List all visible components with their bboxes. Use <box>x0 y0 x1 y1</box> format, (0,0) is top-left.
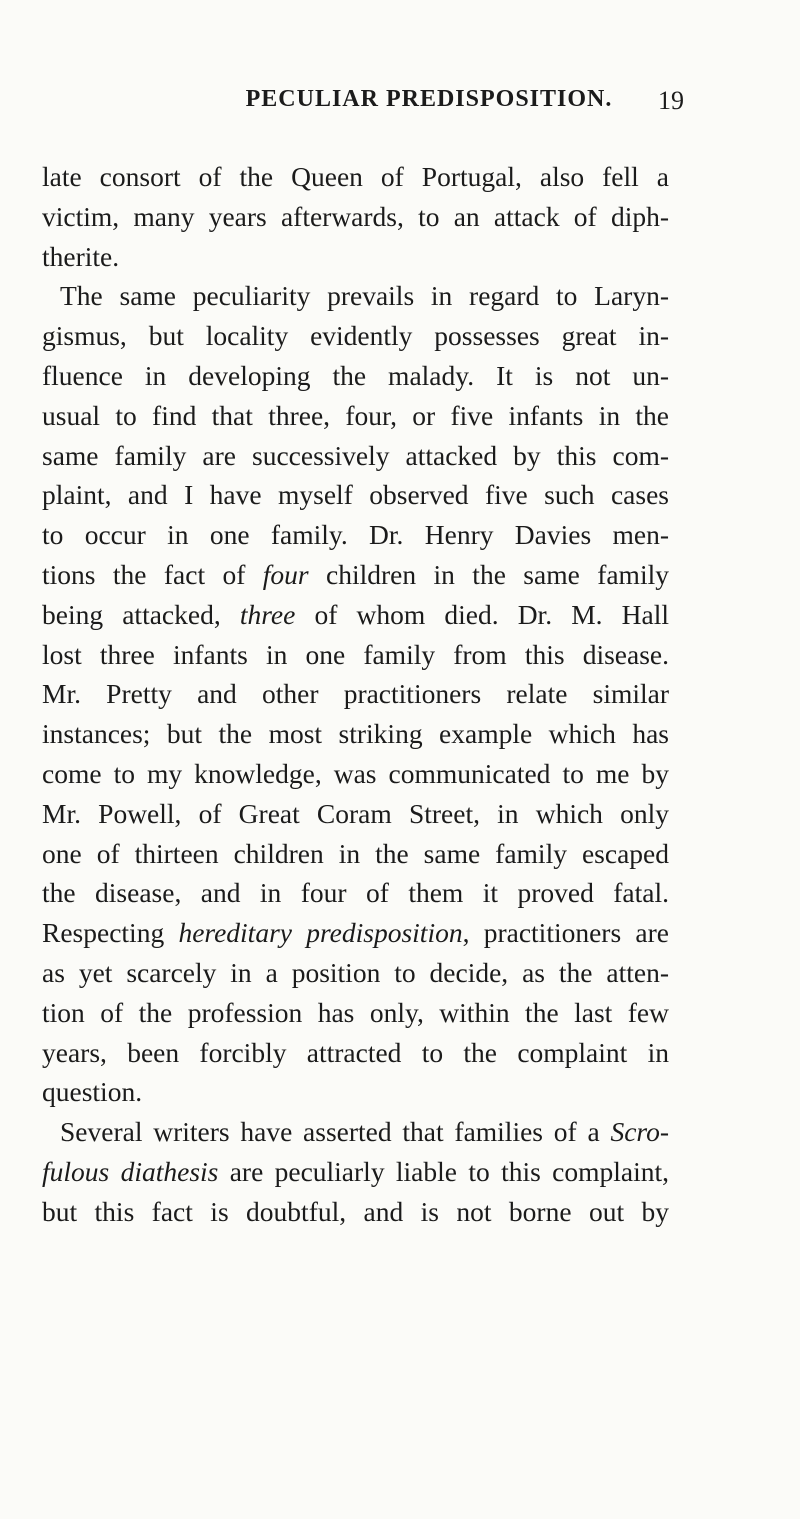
text-line: come to my knowledge, was communicated to me by <box>42 757 669 789</box>
text-line: years, been forcibly attracted to the complaint in <box>42 1036 669 1068</box>
italic-emphasis: Scro- <box>610 1116 669 1148</box>
page-number: 19 <box>658 86 684 115</box>
text-run: of whom died. Dr. M. Hall <box>295 598 669 630</box>
text-line <box>42 913 669 953</box>
body-text <box>42 157 669 1232</box>
text-run: are peculiarly liable to this complaint, <box>218 1155 669 1187</box>
italic-emphasis: four <box>262 558 309 590</box>
text-line: the disease, and in four of them it proved fatal. <box>42 877 669 909</box>
italic-emphasis: hereditary predisposition <box>178 917 463 949</box>
text-run: , practitioners are <box>462 917 669 949</box>
text-line: lost three infants in one family from this disease. <box>42 638 669 670</box>
text-line <box>42 595 669 635</box>
text-line: Mr. Powell, of Great Coram Street, in which only <box>42 797 669 829</box>
text-line: gismus, but locality evidently possesses great in- <box>42 320 669 352</box>
text-line: Mr. Pretty and other practitioners relate similar <box>42 678 669 710</box>
text-run: being attacked, <box>42 598 240 630</box>
text-line <box>42 1112 669 1152</box>
text-line: plaint, and I have myself observed five such cases <box>42 479 669 511</box>
text-line: late consort of the Queen of Portugal, also fell a <box>42 161 669 192</box>
text-line: as yet scarcely in a position to decide, as the atten- <box>42 956 669 988</box>
italic-emphasis: three <box>239 598 296 630</box>
text-line: one of thirteen children in the same family escaped <box>42 837 669 869</box>
text-line: same family are successively attacked by this com- <box>42 439 669 471</box>
text-line: fluence in developing the malady. It is not un- <box>42 359 669 391</box>
text-line: but this fact is doubtful, and is not borne out by <box>42 1195 669 1227</box>
text-line: to occur in one family. Dr. Henry Davies men- <box>42 519 669 551</box>
text-line: victim, many years afterwards, to an attack of diph- <box>42 200 669 232</box>
text-run: Several writers have asserted that families of a <box>60 1116 611 1148</box>
text-line: tion of the profession has only, within the last few <box>42 996 669 1028</box>
text-line: usual to find that three, four, or five infants in the <box>42 399 669 431</box>
text-line: instances; but the most striking example which has <box>42 718 669 750</box>
text-line: The same peculiarity prevails in regard to Laryn- <box>60 280 669 312</box>
running-title: PECULIAR PREDISPOSITION. <box>245 86 613 112</box>
text-line <box>42 1152 669 1192</box>
text-line <box>42 555 669 595</box>
text-line: therite. <box>42 240 120 272</box>
text-run: tions the fact of <box>42 558 263 590</box>
text-line: question. <box>42 1076 143 1108</box>
italic-emphasis: fulous diathesis <box>42 1155 219 1187</box>
text-run: Respecting <box>42 917 179 949</box>
text-run: children in the same family <box>308 558 669 590</box>
